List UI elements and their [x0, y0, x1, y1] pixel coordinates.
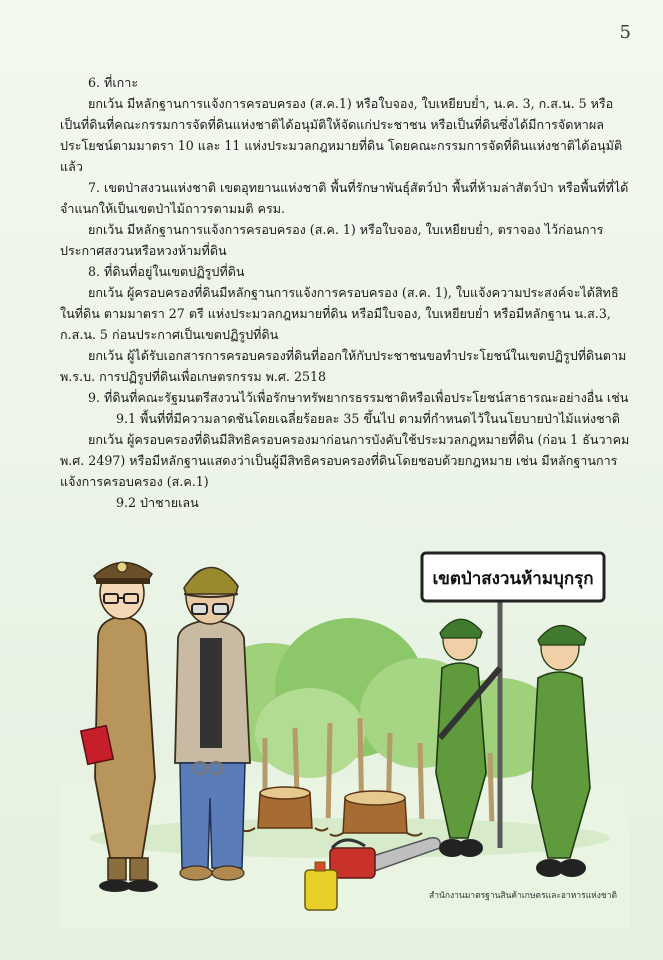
sign-text: เขตป่าสงวนห้ามบุกรุก [432, 569, 594, 589]
paragraph: 7. เขตป่าสงวนแห่งชาติ เขตอุทยานแห่งชาติ พื้นที่รักษาพันธุ์สัตว์ป่า พื้นที่ห้ามล่าสัตว์ป่า หรือพื้นที่ที่ได้จำแนกให้เป็นเขตป่าไม้ถาวรตามมติ ครม. [60, 180, 629, 216]
body-text [60, 72, 630, 513]
illustration-credit: สำนักงานมาตรฐานสินค้าเกษตรและอาหารแห่งชาติ [429, 891, 617, 901]
paragraph: 9.2 ป่าชายเลน [116, 495, 199, 510]
paragraph: ยกเว้น มีหลักฐานการแจ้งการครอบครอง (ส.ค.1) หรือใบจอง, ใบเหยียบย่ำ, น.ค. 3, ก.ส.น. 5 หรือเป็นที่ดินที่คณะกรรมการจัดที่ดินแห่งชาติได้อนุมัติให้จัดแก่ประชาชน หรือเป็นที่ดินซึ่งได้มีการจัดหาผลประโยชน์ตามมาตรา 10 และ 11 แห่งประมวลกฎหมายที่ดิน โดยคณะกรรมการจัดที่ดินแห่งชาติได้อนุมัติแล้ว [60, 96, 623, 174]
page-number: 5 [619, 22, 631, 43]
illustration [60, 528, 630, 928]
paragraph: 9.1 พื้นที่ที่มีความลาดชันโดยเฉลี่ยร้อยละ 35 ขึ้นไป ตามที่กำหนดไว้ในนโยบายป่าไม้แห่งชาติ [116, 411, 620, 426]
paragraph: ยกเว้น ผู้ครอบครองที่ดินมีหลักฐานการแจ้งการครอบครอง (ส.ค. 1), ใบแจ้งความประสงค์จะได้สิทธิในที่ดิน ตามมาตรา 27 ตรี แห่งประมวลกฎหมายที่ดิน หรือมีใบจอง, ใบเหยียบย่ำ หรือมีหลักฐาน น.ส.3, ก.ส.น. 5 ก่อนประกาศเป็นเขตปฏิรูปที่ดิน [60, 285, 619, 342]
paragraph: ยกเว้น ผู้ได้รับเอกสารการครอบครองที่ดินที่ออกให้กับประชาชนขอทำประโยชน์ในเขตปฏิรูปที่ดินตาม พ.ร.บ. การปฏิรูปที่ดินเพื่อเกษตรกรรม พ.ศ. 2518 [60, 348, 627, 384]
paragraph: 9. ที่ดินที่คณะรัฐมนตรีสงวนไว้เพื่อรักษาทรัพยากรธรรมชาติหรือเพื่อประโยชน์สาธารณะอย่างอื่น เช่น [88, 390, 629, 405]
paragraph: ยกเว้น ผู้ครอบครองที่ดินมีสิทธิครอบครองมาก่อนการบังคับใช้ประมวลกฎหมายที่ดิน (ก่อน 1 ธันวาคม พ.ศ. 2497) หรือมีหลักฐานแสดงว่าเป็นผู้มีสิทธิครอบครองที่ดินโดยชอบด้วยกฎหมาย เช่น มีหลักฐานการแจ้งการครอบครอง (ส.ค.1) [60, 432, 630, 489]
paragraph: ยกเว้น มีหลักฐานการแจ้งการครอบครอง (ส.ค. 1) หรือใบจอง, ใบเหยียบย่ำ, ตราจอง ไว้ก่อนการประกาศสงวนหรือหวงห้ามที่ดิน [60, 222, 604, 258]
arrested-man [175, 567, 250, 880]
paragraph: 6. ที่เกาะ [88, 75, 139, 90]
paragraph: 8. ที่ดินที่อยู่ในเขตปฏิรูปที่ดิน [88, 264, 245, 279]
